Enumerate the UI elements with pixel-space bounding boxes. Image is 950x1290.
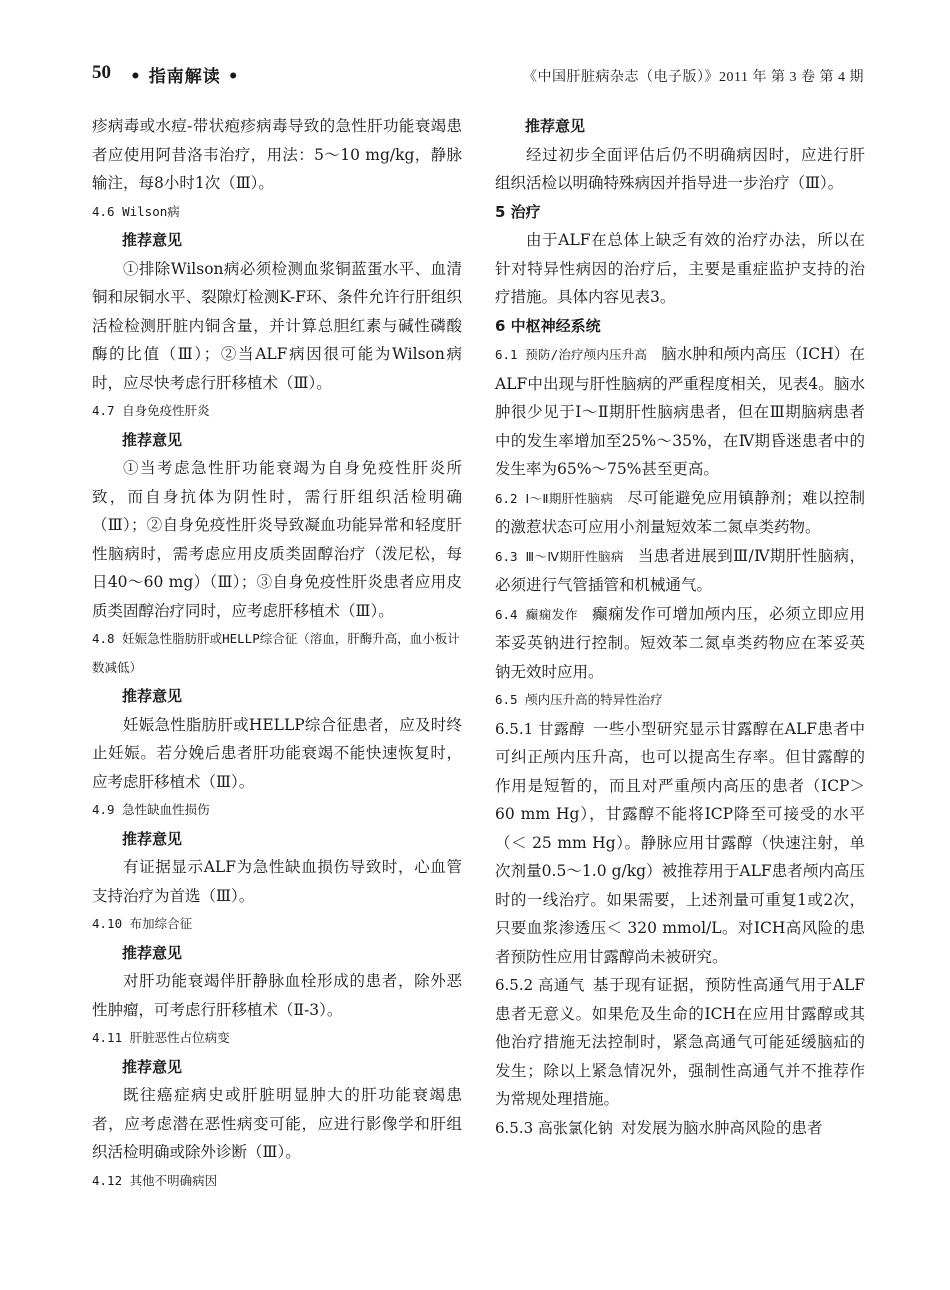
inline-heading: 6.3 Ⅲ～Ⅳ期肝性脑病 bbox=[495, 548, 624, 564]
subsection-heading: 6.5 颅内压升高的特异性治疗 bbox=[495, 692, 663, 707]
page-header bbox=[92, 62, 864, 92]
recommendation-label: 推荐意见 bbox=[122, 687, 183, 705]
subsection-heading: 4.11 肝脏恶性占位病变 bbox=[92, 1030, 230, 1045]
recommendation-label: 推荐意见 bbox=[525, 117, 586, 135]
recommendation-label: 推荐意见 bbox=[122, 943, 183, 962]
inline-heading: 6.5.1 甘露醇 bbox=[495, 719, 585, 738]
subsection-heading: 4.10 布加综合征 bbox=[92, 916, 193, 931]
right-column bbox=[495, 112, 865, 1142]
inline-heading: 6.5.2 高通气 bbox=[495, 976, 585, 994]
journal-citation: 《中国肝脏病杂志（电子版）》2011 年 第 3 卷 第 4 期 bbox=[523, 70, 864, 85]
recommendation-label: 推荐意见 bbox=[122, 1057, 183, 1076]
section-heading: 6 中枢神经系统 bbox=[495, 316, 601, 335]
paragraph: 疹病毒或水痘-带状疱疹病毒导致的急性肝功能衰竭患者应使用阿昔洛韦治疗，用法：5～10 mg/kg，静脉输注，每8小时1次（Ⅲ）。 bbox=[92, 117, 462, 192]
subsection-heading: 4.6 Wilson病 bbox=[92, 203, 180, 219]
inline-heading: 6.1 预防/治疗颅内压升高 bbox=[495, 347, 648, 362]
subsection-heading: 4.7 自身免疫性肝炎 bbox=[92, 403, 210, 418]
paragraph: 6.5.1 甘露醇 一些小型研究显示甘露醇在ALF患者中可纠正颅内压升高，也可以提高生存率。但甘露醇的作用是短暂的，而且对严重颅内高压的患者（ICP＞ 60 mm Hg），甘露醇不能将ICP降至可接受的水平（＜ 25 mm Hg）。静脉应用甘露醇（快速注射，单次剂量0.5～1.0 g/kg）被推荐用于ALF患者颅内高压时的一线治疗。如果需要，上述剂量可重复1或2次，只要血浆渗透压＜ 320 mmol/L。对ICH高风险的患者预防性应用甘露醇尚未被研究。 bbox=[495, 719, 866, 966]
paragraph: ①当考虑急性肝功能衰竭为自身免疫性肝炎所致，而自身抗体为阴性时，需行肝组织活检明确（Ⅲ）；②自身免疫性肝炎导致凝血功能异常和轻度肝性脑病时，需考虑应用皮质类固醇治疗（泼尼松，每日40～60 mg）（Ⅲ）；③自身免疫性肝炎患者应用皮质类固醇治疗同时，应考虑肝移植术（Ⅲ）。 bbox=[92, 459, 462, 620]
paragraph: 既往癌症病史或肝脏明显肿大的肝功能衰竭患者，应考虑潜在恶性病变可能，应进行影像学和肝组织活检明确或除外诊断（Ⅲ）。 bbox=[92, 1086, 462, 1161]
page-number: 50 bbox=[92, 62, 111, 83]
paragraph: 由于ALF在总体上缺乏有效的治疗办法，所以在针对特异性病因的治疗后，主要是重症监护支持的治疗措施。具体内容见表3。 bbox=[495, 231, 865, 306]
recommendation-label: 推荐意见 bbox=[122, 829, 183, 848]
inline-heading: 6.2 Ⅰ～Ⅱ期肝性脑病 bbox=[495, 490, 614, 506]
inline-heading: 6.5.3 高张氯化钠 bbox=[495, 1118, 613, 1137]
inline-heading: 6.4 癫痫发作 bbox=[495, 606, 579, 622]
paragraph: 6.5.3 高张氯化钠 对发展为脑水肿高风险的患者 bbox=[495, 1118, 823, 1137]
subsection-heading: 4.8 妊娠急性脂肪肝或HELLP综合征（溶血，肝酶升高，血小板计数减低） bbox=[92, 631, 460, 675]
paragraph: 6.1 预防/治疗颅内压升高 脑水肿和颅内高压（ICH）在ALF中出现与肝性脑病的严重程度相关，见表4。脑水肿很少见于Ⅰ～Ⅱ期肝性脑病患者，但在Ⅲ期脑病患者中的发生率增加至25%～35%，在Ⅳ期昏迷患者中的发生率为65%～75%甚至更高。 bbox=[495, 345, 865, 478]
section-tag: • 指南解读 • bbox=[130, 67, 240, 87]
paragraph: 6.4 癫痫发作 癫痫发作可增加颅内压，必须立即应用苯妥英钠进行控制。短效苯二氮卓类药物应在苯妥英钠无效时应用。 bbox=[495, 604, 865, 681]
paragraph: ①排除Wilson病必须检测血浆铜蓝蛋水平、血清铜和尿铜水平、裂隙灯检测K-F环、条件允许行肝组织活检检测肝脏内铜含量，并计算总胆红素与碱性磷酸酶的比值（Ⅲ）；②当ALF病因很可能为Wilson病时，应尽快考虑行肝移植术（Ⅲ）。 bbox=[92, 259, 462, 392]
paragraph: 6.2 Ⅰ～Ⅱ期肝性脑病 尽可能避免应用镇静剂；难以控制的激惹状态可应用小剂量短效苯二氮卓类药物。 bbox=[495, 488, 865, 536]
left-column bbox=[92, 112, 462, 1195]
paragraph: 有证据显示ALF为急性缺血损伤导致时，心血管支持治疗为首选（Ⅲ）。 bbox=[92, 858, 462, 905]
recommendation-label: 推荐意见 bbox=[122, 231, 183, 249]
section-heading: 5 治疗 bbox=[495, 202, 541, 221]
recommendation-label: 推荐意见 bbox=[122, 430, 183, 449]
paragraph: 6.3 Ⅲ～Ⅳ期肝性脑病 当患者进展到Ⅲ/Ⅳ期肝性脑病，必须进行气管插管和机械通气。 bbox=[495, 546, 865, 594]
subsection-heading: 4.9 急性缺血性损伤 bbox=[92, 802, 210, 817]
paragraph: 对肝功能衰竭伴肝静脉血栓形成的患者，除外恶性肿瘤，可考虑行肝移植术（Ⅱ-3）。 bbox=[92, 972, 462, 1019]
subsection-heading: 4.12 其他不明确病因 bbox=[92, 1172, 218, 1188]
paragraph: 经过初步全面评估后仍不明确病因时，应进行肝组织活检以明确特殊病因并指导进一步治疗（Ⅲ）。 bbox=[495, 145, 865, 192]
paragraph: 妊娠急性脂肪肝或HELLP综合征患者，应及时终止妊娠。若分娩后患者肝功能衰竭不能快速恢复时，应考虑肝移植术（Ⅲ）。 bbox=[92, 715, 462, 791]
paragraph: 6.5.2 高通气 基于现有证据，预防性高通气用于ALF患者无意义。如果危及生命的ICH在应用甘露醇或其他治疗措施无法控制时，紧急高通气可能延缓脑疝的发生；除以上紧急情况外，强制性高通气并不推荐作为常规处理措施。 bbox=[495, 976, 866, 1108]
